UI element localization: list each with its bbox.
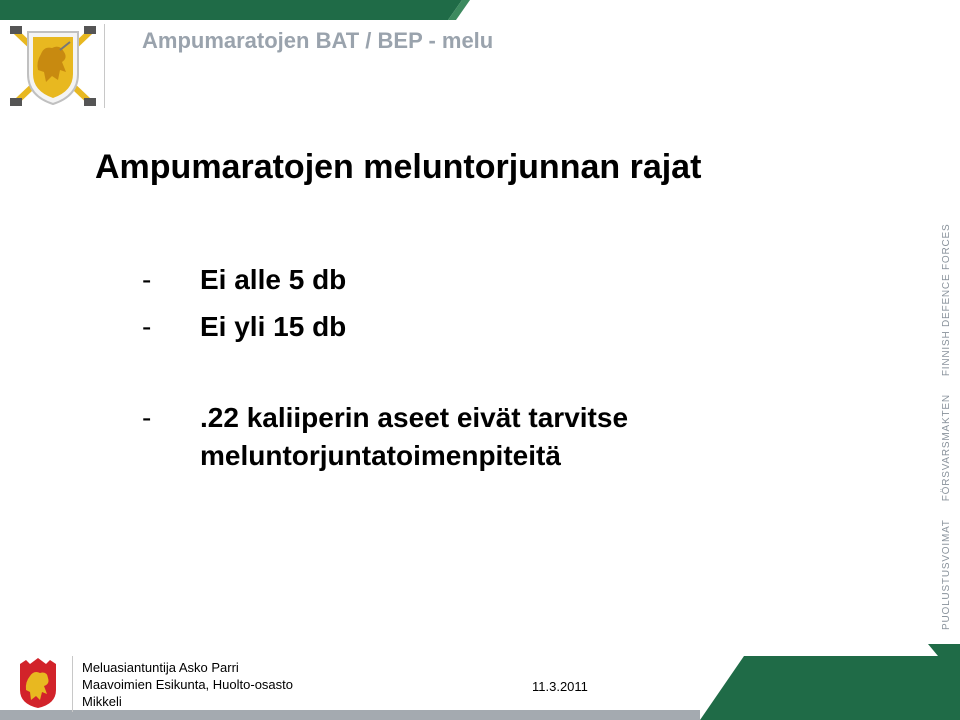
bullet-dash: - [142,402,152,433]
bullet-dash: - [142,311,152,342]
header-title: Ampumaratojen BAT / BEP - melu [142,28,494,53]
footer-author: Meluasiantuntija Asko Parri [82,660,239,675]
bullet-text: Ei alle 5 db [200,264,347,295]
footer-organization: Maavoimien Esikunta, Huolto-osasto [82,677,293,692]
side-label-en: FINNISH DEFENCE FORCES [940,223,952,377]
defence-forces-side-label [936,223,956,630]
footer-date: 11.3.2011 [532,679,588,694]
footer-location: Mikkeli [82,694,122,709]
defence-forces-emblem-logo [16,656,60,710]
top-banner [0,0,960,20]
army-emblem-logo [8,24,98,108]
slide-title: Ampumaratojen meluntorjunnan rajat [95,148,702,186]
bullet-text: .22 kaliiperin aseet eivät tarvitse [200,402,629,433]
bullet-dash: - [142,264,152,295]
header-divider [104,24,105,108]
bullet-text: Ei yli 15 db [200,311,347,342]
side-label-fi: PUOLUSTUSVOIMAT [940,519,952,630]
side-label-sv: FÖRSVARSMAKTEN [940,394,952,502]
footer-divider [72,656,73,712]
bullet-continuation: meluntorjuntatoimenpiteitä [200,440,561,471]
